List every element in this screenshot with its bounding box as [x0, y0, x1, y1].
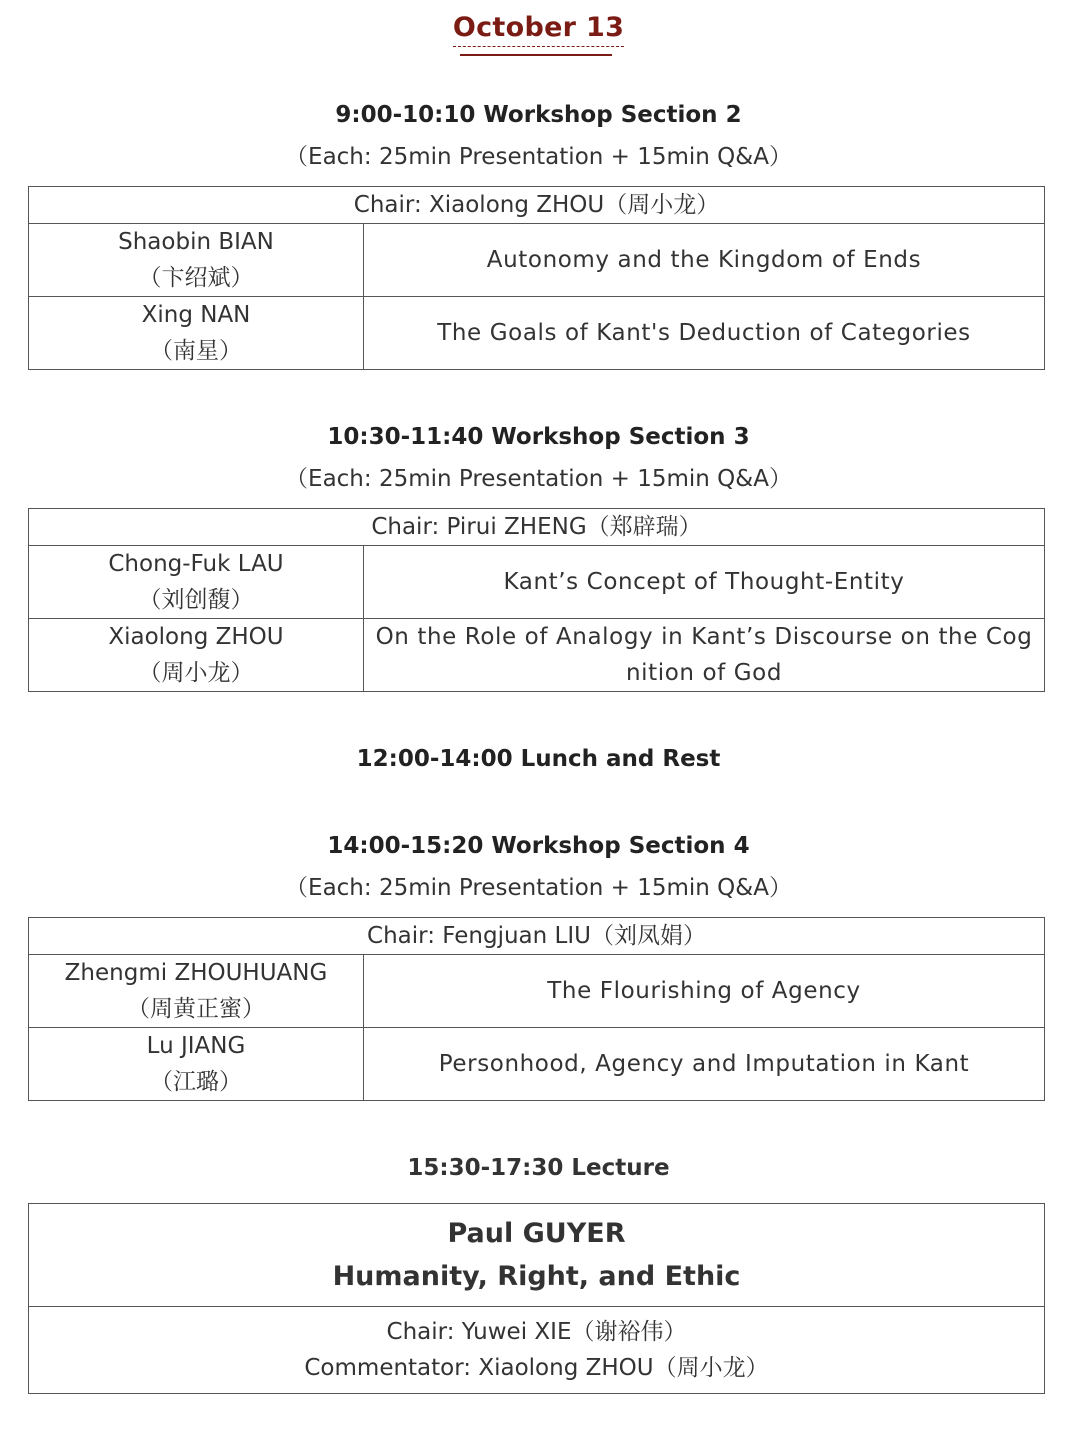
- date-label: October 13: [453, 12, 624, 47]
- session-4-title: 14:00-15:20 Workshop Section 4: [327, 833, 750, 859]
- presenter-name: Zhengmi ZHOUHUANG: [64, 960, 328, 986]
- paper-title: The Goals of Kant's Deduction of Categories: [364, 297, 1045, 370]
- presenter-name: Xiaolong ZHOU: [108, 624, 284, 650]
- lecture-chair: Chair: Yuwei XIE（谢裕伟）: [386, 1319, 687, 1345]
- presenter-chinese-name: （南星）: [150, 338, 242, 364]
- presenter-chinese-name: （江璐）: [150, 1069, 242, 1095]
- lecture-roles-row: [29, 1307, 1045, 1394]
- chair-row: [29, 187, 1045, 224]
- chair-row: [29, 918, 1045, 955]
- session-4-table: [28, 917, 1045, 1101]
- presenter-cell: [29, 297, 364, 370]
- paper-title: The Flourishing of Agency: [364, 955, 1045, 1028]
- lecture-table: [28, 1203, 1045, 1394]
- paper-title: Kant’s Concept of Thought-Entity: [364, 546, 1045, 619]
- table-row: [29, 224, 1045, 297]
- presenter-name: Chong-Fuk LAU: [108, 551, 284, 577]
- session-3-note: （Each: 25min Presentation + 15min Q&A）: [285, 466, 792, 492]
- presenter-chinese-name: （卞绍斌）: [138, 265, 254, 291]
- presenter-chinese-name: （周黄正蜜）: [127, 996, 265, 1022]
- presenter-name: Shaobin BIAN: [118, 229, 274, 255]
- table-row: [29, 955, 1045, 1028]
- presenter-cell: [29, 224, 364, 297]
- lecture-commentator: Commentator: Xiaolong ZHOU（周小龙）: [304, 1355, 769, 1381]
- session-3-table: [28, 508, 1045, 692]
- table-row: [29, 619, 1045, 692]
- lecture-speaker: Paul GUYER: [447, 1218, 626, 1249]
- paper-title: Autonomy and the Kingdom of Ends: [364, 224, 1045, 297]
- presenter-name: Xing NAN: [141, 302, 251, 328]
- presenter-cell: [29, 619, 364, 692]
- session-2-table: [28, 186, 1045, 370]
- chair-cell: Chair: Xiaolong ZHOU（周小龙）: [29, 187, 1045, 224]
- chair-row: [29, 509, 1045, 546]
- date-underline: [460, 54, 612, 56]
- lecture-heading: 15:30-17:30 Lecture: [407, 1155, 670, 1181]
- presenter-name: Lu JIANG: [146, 1033, 246, 1059]
- table-row: [29, 546, 1045, 619]
- session-2-note: （Each: 25min Presentation + 15min Q&A）: [285, 144, 792, 170]
- presenter-chinese-name: （刘创馥）: [138, 587, 254, 613]
- presenter-cell: [29, 546, 364, 619]
- table-row: [29, 297, 1045, 370]
- lunch-break-title: 12:00-14:00 Lunch and Rest: [356, 746, 721, 772]
- lecture-info-cell: [29, 1204, 1045, 1307]
- session-2-title: 9:00-10:10 Workshop Section 2: [335, 102, 742, 128]
- chair-cell: Chair: Fengjuan LIU（刘凤娟）: [29, 918, 1045, 955]
- date-heading: [0, 12, 1077, 47]
- lecture-talk-title: Humanity, Right, and Ethic: [332, 1261, 741, 1292]
- presenter-chinese-name: （周小龙）: [138, 660, 254, 686]
- presenter-cell: [29, 1028, 364, 1101]
- paper-title: Personhood, Agency and Imputation in Kant: [364, 1028, 1045, 1101]
- lecture-info-row: [29, 1204, 1045, 1307]
- presenter-cell: [29, 955, 364, 1028]
- session-3-title: 10:30-11:40 Workshop Section 3: [327, 424, 750, 450]
- table-row: [29, 1028, 1045, 1101]
- lecture-roles-cell: [29, 1307, 1045, 1394]
- chair-cell: Chair: Pirui ZHENG（郑辟瑞）: [29, 509, 1045, 546]
- session-4-note: （Each: 25min Presentation + 15min Q&A）: [285, 875, 792, 901]
- paper-title: On the Role of Analogy in Kant’s Discourse on the Cognition of God: [364, 619, 1045, 692]
